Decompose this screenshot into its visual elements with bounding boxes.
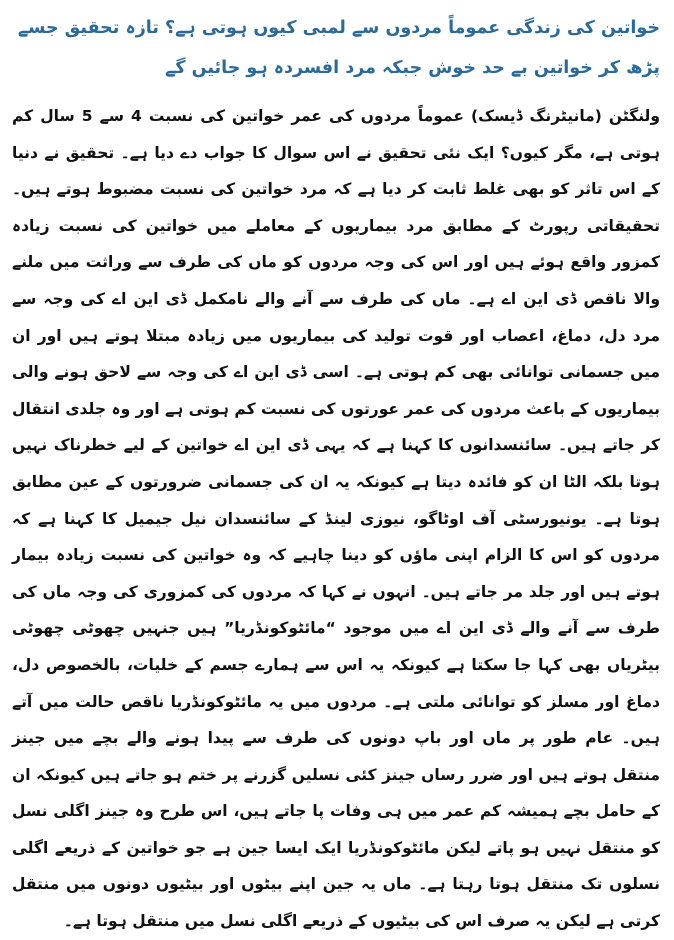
article-body: ولنگٹن (مانیٹرنگ ڈیسک) عموماً مردوں کی عمر خواتین کی نسبت 4 سے 5 سال کم ہوتی ہے، مگر کیوں؟ ایک نئی تحقیق نے اس سوال کا جواب دے دیا ہے۔ تحقیق نے دنیا کے اس تاثر کو بھی غلط ثابت کر دیا ہے کہ مرد خواتین کی نسبت مضبوط ہوتے ہیں۔ تحقیقاتی رپورٹ کے مطابق مرد بیماریوں کے معاملے میں خواتین کی نسبت زیادہ کمزور واقع ہوئے ہیں اور اس کی وجہ مردوں کو ماں کی طرف سے وراثت میں ملنے والا ناقص ڈی این اے ہے۔ ماں کی طرف سے آنے والے نامکمل ڈی این اے کی وجہ سے مرد دل، دماغ، اعصاب اور قوت تولید کی بیماریوں میں زیادہ مبتلا ہوتے ہیں اور ان میں جسمانی توانائی بھی کم ہوتی ہے۔ اسی ڈی این اے کی وجہ سے لاحق ہونے والی بیماریوں کے باعث مردوں کی عمر عورتوں کی نسبت کم ہوتی ہے اور وہ جلدی انتقال کر جاتے ہیں۔ سائنسدانوں کا کہنا ہے کہ یہی ڈی این اے خواتین کے لیے خطرناک نہیں ہوتا بلکہ الٹا ان کو فائدہ دیتا ہے کیونکہ یہ ان کی جسمانی ضرورتوں کے عین مطابق ہوتا ہے۔ یونیورسٹی آف اوٹاگو، نیوزی لینڈ کے سائنسدان نیل جیمیل کا کہنا ہے کہ مردوں کو اس کا الزام اپنی ماؤں کو دینا چاہیے کہ وہ خواتین کی نسبت زیادہ بیمار ہوتے ہیں اور جلد مر جاتے ہیں۔ انہوں نے کہا کہ مردوں کی کمزوری کی وجہ ماں کی طرف سے آنے والے ڈی این اے میں موجود “مائٹوکونڈریا” ہیں جنہیں چھوٹی چھوٹی بیٹریاں بھی کہا جا سکتا ہے کیونکہ یہ اس سے ہمارے جسم کے خلیات، بالخصوص دل، دماغ اور مسلز کو توانائی ملتی ہے۔ مردوں میں یہ مائٹوکونڈریا ناقص حالت میں آتے ہیں۔ عام طور پر ماں اور باپ دونوں کی طرف سے پیدا ہونے والے بچے میں جینز منتقل ہوتے ہیں اور ضرر رساں جینز کئی نسلیں گزرنے پر ختم ہو جاتے ہیں کیونکہ ان کے حامل بچے ہمیشہ کم عمر میں ہی وفات پا جاتے ہیں، اس طرح وہ جینز اگلی نسل کو منتقل نہیں ہو پاتے لیکن مائٹوکونڈریا ایک ایسا جین ہے جو خواتین کے ذریعے اگلی نسلوں تک منتقل ہوتا رہتا ہے۔ ماں یہ جین اپنے بیٹوں اور بیٹیوں دونوں میں منتقل کرتی ہے لیکن یہ صرف اس کی بیٹیوں کے ذریعے اگلی نسل میں منتقل ہوتا ہے۔	[12, 107, 660, 931]
article-headline: خواتین کی زندگی عموماً مردوں سے لمبی کیوں ہوتی ہے؟ تازہ تحقیق جسے پڑھ کر خواتین بے حد خوش جبکہ مرد افسردہ ہو جائیں گے	[17, 18, 660, 78]
